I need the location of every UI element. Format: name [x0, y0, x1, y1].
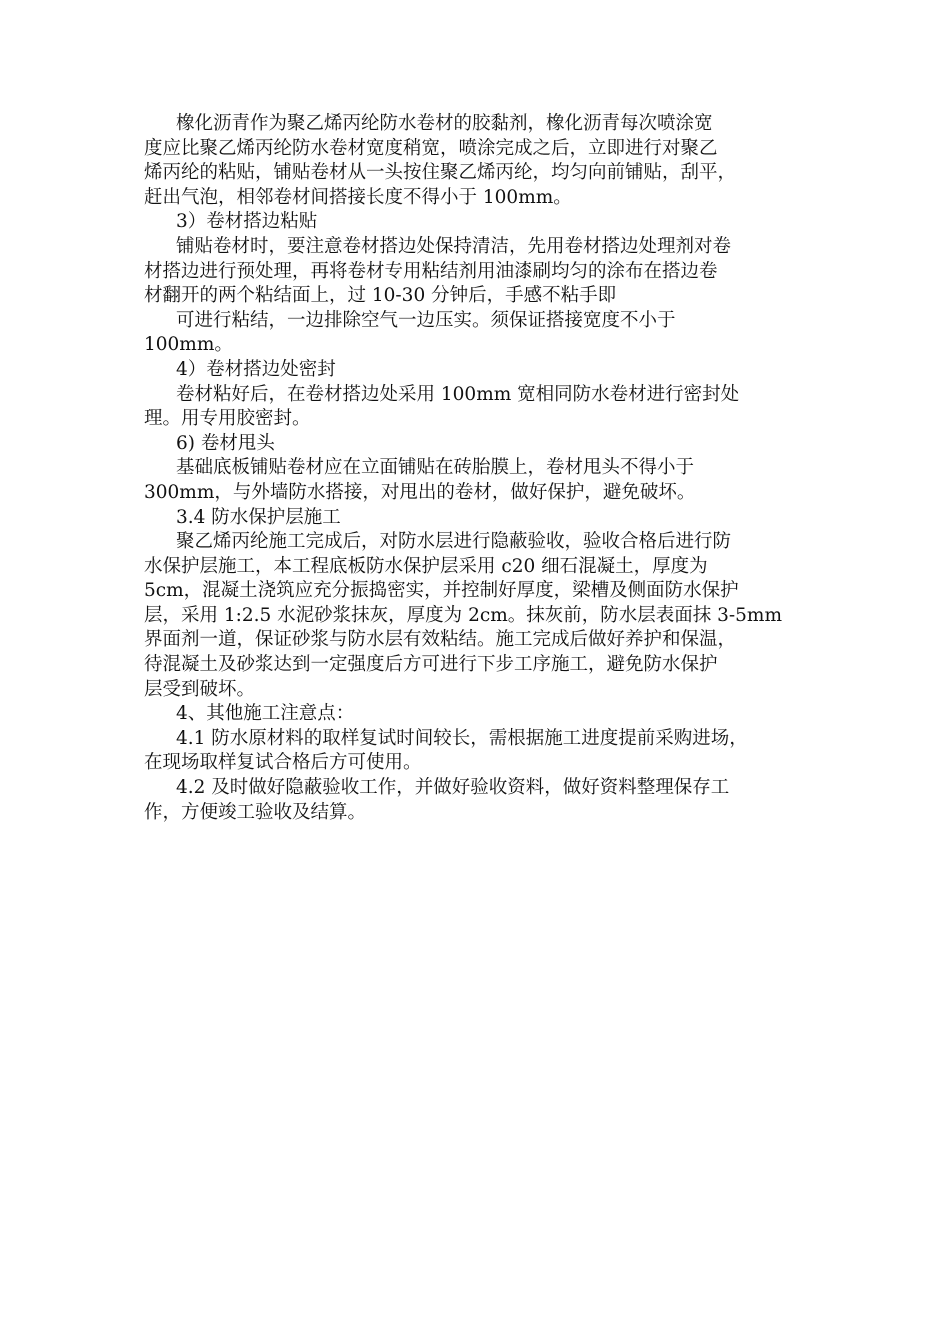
text-line: 3）卷材搭边粘贴 [176, 211, 318, 233]
text-line: 理。用专用胶密封。 [144, 408, 311, 430]
text-line: 材翻开的两个粘结面上，过 10-30 分钟后，手感不粘手即 [144, 285, 617, 307]
text-line: 4.1 防水原材料的取样复试时间较长，需根据施工进度提前采购进场， [176, 727, 748, 749]
text-line: 6) 卷材甩头 [176, 432, 275, 454]
text-line: 界面剂一道，保证砂浆与防水层有效粘结。施工完成后做好养护和保温， [144, 629, 737, 651]
text-line: 层，采用 1:2.5 水泥砂浆抹灰，厚度为 2cm。抹灰前，防水层表面抹 3-5mm [144, 604, 782, 626]
text-line: 300mm，与外墙防水搭接，对甩出的卷材，做好保护，避免破坏。 [144, 481, 696, 503]
text-line: 4）卷材搭边处密封 [176, 358, 336, 380]
text-line: 基础底板铺贴卷材应在立面铺贴在砖胎膜上，卷材甩头不得小于 [176, 457, 695, 479]
text-line: 待混凝土及砂浆达到一定强度后方可进行下步工序施工，避免防水保护 [144, 654, 718, 676]
text-line: 水保护层施工，本工程底板防水保护层采用 c20 细石混凝土，厚度为 [144, 555, 708, 577]
text-line: 可进行粘结，一边排除空气一边压实。须保证搭接宽度不小于 [176, 309, 676, 331]
text-line: 赶出气泡，相邻卷材间搭接长度不得小于 100mm。 [144, 186, 572, 208]
text-line: 3.4 防水保护层施工 [176, 506, 341, 528]
text-line: 层受到破坏。 [144, 678, 256, 700]
text-line: 4、其他施工注意点： [176, 703, 355, 725]
text-line: 铺贴卷材时，要注意卷材搭边处保持清洁，先用卷材搭边处理剂对卷 [176, 235, 732, 257]
text-line: 度应比聚乙烯丙纶防水卷材宽度稍宽，喷涂完成之后，立即进行对聚乙 [144, 137, 718, 159]
text-line: 在现场取样复试合格后方可使用。 [144, 752, 422, 774]
text-line: 材搭边进行预处理，再将卷材专用粘结剂用油漆刷均匀的涂布在搭边卷 [144, 260, 718, 282]
text-line: 5cm，混凝土浇筑应充分振捣密实，并控制好厚度，梁槽及侧面防水保护 [144, 580, 739, 602]
text-line: 橡化沥青作为聚乙烯丙纶防水卷材的胶黏剂，橡化沥青每次喷涂宽 [176, 113, 713, 134]
text-line: 作，方便竣工验收及结算。 [144, 801, 367, 823]
document-body [144, 112, 824, 825]
text-line: 卷材粘好后，在卷材搭边处采用 100mm 宽相同防水卷材进行密封处 [176, 383, 740, 405]
text-line: 聚乙烯丙纶施工完成后，对防水层进行隐蔽验收，验收合格后进行防 [176, 531, 732, 553]
text-line: 4.2 及时做好隐蔽验收工作，并做好验收资料，做好资料整理保存工 [176, 777, 730, 799]
text-line: 烯丙纶的粘贴，铺贴卷材从一头按住聚乙烯丙纶，均匀向前铺贴，刮平， [144, 162, 737, 184]
text-line: 100mm。 [144, 334, 233, 356]
